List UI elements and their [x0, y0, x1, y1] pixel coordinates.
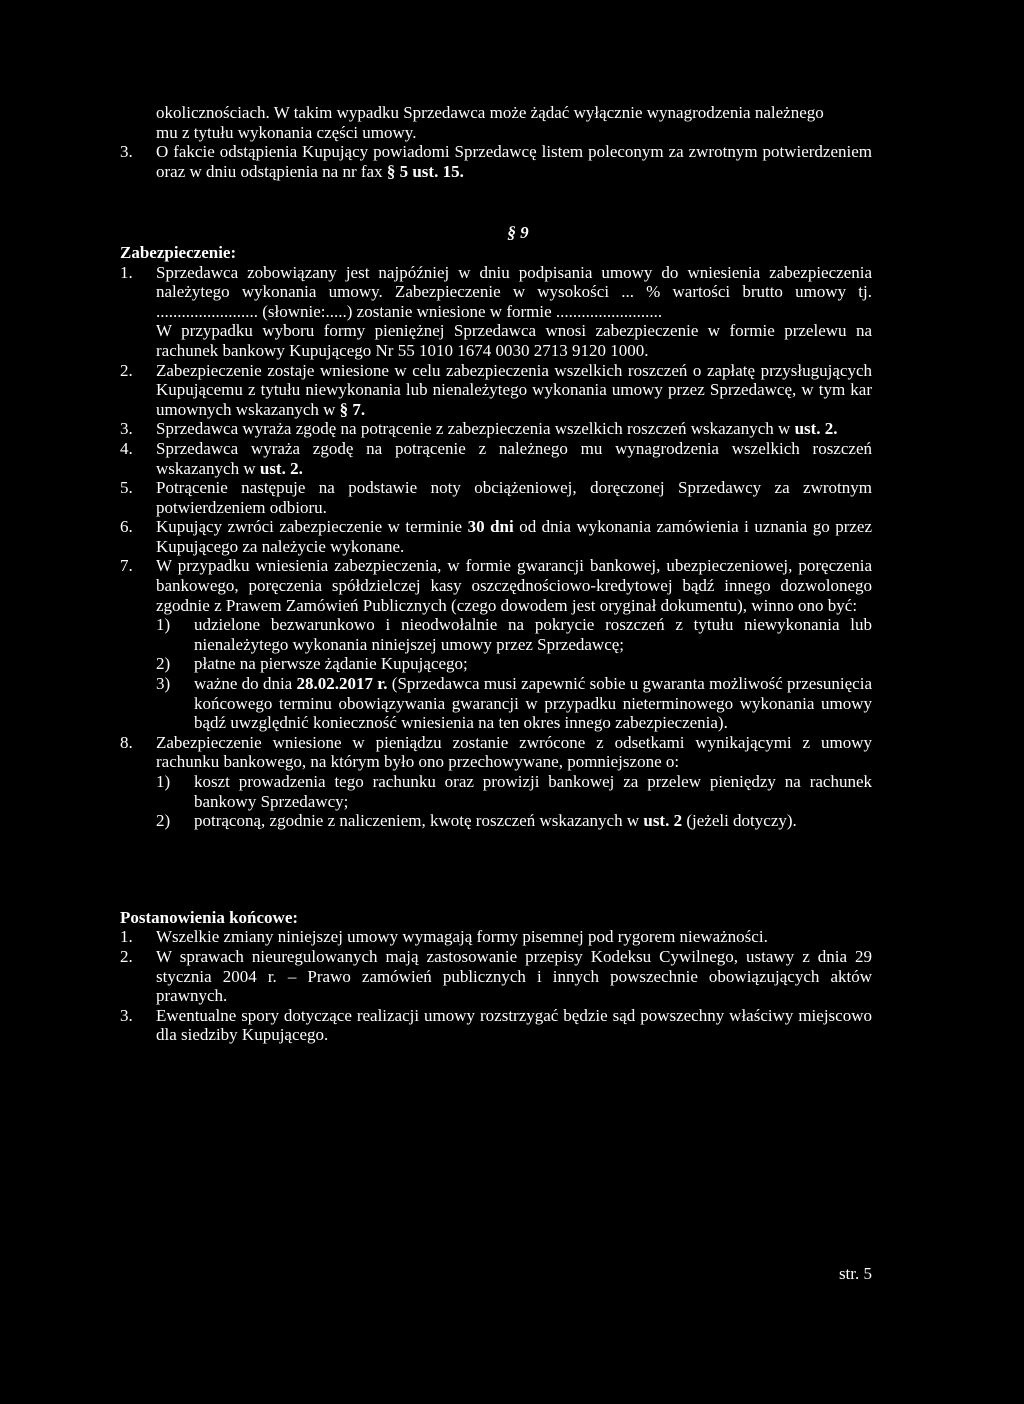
sec9-item-6 — [120, 517, 872, 556]
sec9-item-8 — [120, 733, 872, 831]
sub-item-text: ważne do dnia — [194, 674, 297, 694]
section-reference: ust. 2. — [259, 458, 303, 478]
sec9-item-1 — [120, 263, 872, 361]
sec9-item-7 — [120, 556, 872, 732]
item-text: Kupujący zwróci zabezpieczenie w terminie — [156, 517, 468, 537]
emphasis-date: 28.02.2017 r. — [296, 674, 388, 694]
item-number: 8. — [120, 732, 133, 752]
item-number: 6. — [120, 517, 133, 537]
item-text: W sprawach nieuregulowanych mają zastosowanie przepisy Kodeksu Cywilnego, ustawy z dnia 29 stycznia 2004 r. – Prawo zamówień publicznych i innych powszechnie obowiązujących aktów prawnych. — [156, 946, 872, 1006]
final-item-2 — [120, 947, 872, 1006]
item-number: 4. — [120, 438, 133, 458]
item-text: Sprzedawca wyraża zgodę na potrącenie z należnego mu wynagrodzenia wszelkich roszczeń wskazanych w — [156, 438, 872, 478]
section-heading: Zabezpieczenie: — [120, 242, 237, 262]
section-reference: § 5 ust. 15. — [386, 161, 464, 181]
item-text-continued: W przypadku wyboru formy pieniężnej Sprzedawca wnosi zabezpieczenie w formie przelewu na rachunek bankowy Kupującego Nr 55 1010 1674 0030 2713 9120 1000. — [156, 321, 872, 360]
sec9-item-3 — [120, 419, 872, 439]
sub-item-1 — [156, 615, 872, 654]
section-reference: ust. 2. — [794, 419, 838, 439]
sec9-item-2 — [120, 361, 872, 420]
sub-item-number: 3) — [156, 674, 171, 694]
sub-item-2 — [156, 654, 872, 674]
item-text: O fakcie odstąpienia Kupujący powiadomi Sprzedawcę listem poleconym za zwrotnym potwierdzeniem oraz w dniu odstąpienia na nr fax — [156, 142, 872, 181]
final-heading: Postanowienia końcowe: — [120, 907, 299, 927]
sub-item-number: 1) — [156, 772, 171, 791]
intro-line-1: okolicznościach. W takim wypadku Sprzedawca może żądać wyłącznie wynagrodzenia należnego — [156, 103, 824, 122]
section-reference: ust. 2 — [643, 811, 683, 831]
intro-continuation — [120, 103, 872, 142]
sub-item-text: płatne na pierwsze żądanie Kupującego; — [194, 654, 468, 674]
item-number: 5. — [120, 478, 133, 498]
item-text: Sprzedawca wyraża zgodę na potrącenie z zabezpieczenia wszelkich roszczeń wskazanych w — [156, 419, 795, 439]
emphasis-term: 30 dni — [467, 517, 514, 537]
sub-item-3 — [156, 674, 872, 733]
section-gap — [120, 831, 872, 908]
document-page — [120, 103, 872, 1045]
intro-point-3 — [120, 142, 872, 181]
final-item-3 — [120, 1006, 872, 1045]
sub-item-text: udzielone bezwarunkowo i nieodwołalnie na pokrycie roszczeń z tytułu niewykonania lub nienależytego wykonania niniejszej umowy przez Sprzedawcę; — [194, 615, 872, 654]
sub-item-1 — [156, 772, 872, 811]
sub-item-2 — [156, 811, 872, 831]
item-number: 7. — [120, 556, 133, 576]
sec9-item-4 — [120, 439, 872, 478]
item-number: 3. — [120, 142, 133, 162]
item-text-end: od dnia wykonania zamówienia i uznania go przez Kupującego za należycie wykonane. — [156, 517, 872, 556]
sub-item-number: 2) — [156, 811, 171, 831]
item-number: 1. — [120, 927, 133, 947]
sub-item-number: 2) — [156, 654, 171, 674]
item-number: 3. — [120, 1005, 133, 1025]
sub-item-text: potrąconą, zgodnie z naliczeniem, kwotę roszczeń wskazanych w — [194, 811, 644, 831]
item-text: Zabezpieczenie wniesione w pieniądzu zostanie zwrócone z odsetkami wynikającymi z umowy rachunku bankowego, na którym było ono przechowywane, pomniejszone o: — [156, 732, 872, 772]
item-text: Ewentualne spory dotyczące realizacji umowy rozstrzygać będzie sąd powszechny właściwy miejscowo dla siedziby Kupującego. — [156, 1005, 872, 1045]
sub-item-text-end: (Sprzedawca musi zapewnić sobie u gwaranta możliwość przesunięcia końcowego terminu obowiązywania gwarancji w przypadku nieterminowego wykonania umowy bądź uwzględnić konieczność wniesienia na ten okres innego zabezpieczenia). — [194, 674, 872, 733]
item-number: 2. — [120, 946, 133, 966]
item-number: 3. — [120, 419, 133, 439]
section-mark: § 9 — [507, 223, 529, 243]
item-text: Sprzedawca zobowiązany jest najpóźniej w dniu podpisania umowy do wniesienia zabezpieczenia należytego wykonania umowy. Zabezpieczenie w wysokości ... % wartości brutto umowy tj. ........................ (słownie:.....) zostanie wniesione w formie ......................... — [156, 262, 872, 321]
sub-item-number: 1) — [156, 615, 171, 635]
sub-item-text: koszt prowadzenia tego rachunku oraz prowizji bankowej za przelew pieniędzy na rachunek bankowy Sprzedawcy; — [194, 772, 872, 811]
item-text: Zabezpieczenie zostaje wniesione w celu zabezpieczenia wszelkich roszczeń o zapłatę przysługujących Kupującemu z tytułu niewykonania lub nienależytego wykonania umowy przez Sprzedawcę, w tym kar umownych wskazanych w — [156, 360, 872, 419]
section-reference: § 7. — [339, 399, 366, 419]
item-text: Wszelkie zmiany niniejszej umowy wymagają formy pisemnej pod rygorem nieważności. — [156, 927, 768, 947]
page-number: str. 5 — [838, 1264, 872, 1283]
item-number: 2. — [120, 360, 133, 380]
final-item-1 — [120, 927, 872, 947]
sub-item-text-end: (jeżeli dotyczy). — [682, 811, 797, 831]
sec9-item-5 — [120, 478, 872, 517]
item-text: W przypadku wniesienia zabezpieczenia, w formie gwarancji bankowej, ubezpieczeniowej, poręczenia bankowego, poręczenia spółdzielczej kasy oszczędnościowo-kredytowej bądź innego dozwolonego zgodnie z Prawem Zamówień Publicznych (czego dowodem jest oryginał dokumentu), winno ono być: — [156, 556, 872, 615]
item-text: Potrącenie następuje na podstawie noty obciążeniowej, doręczonej Sprzedawcy za zwrotnym potwierdzeniem odbioru. — [156, 478, 872, 517]
item-number: 1. — [120, 262, 133, 282]
intro-line-2: mu z tytułu wykonania części umowy. — [156, 122, 417, 142]
